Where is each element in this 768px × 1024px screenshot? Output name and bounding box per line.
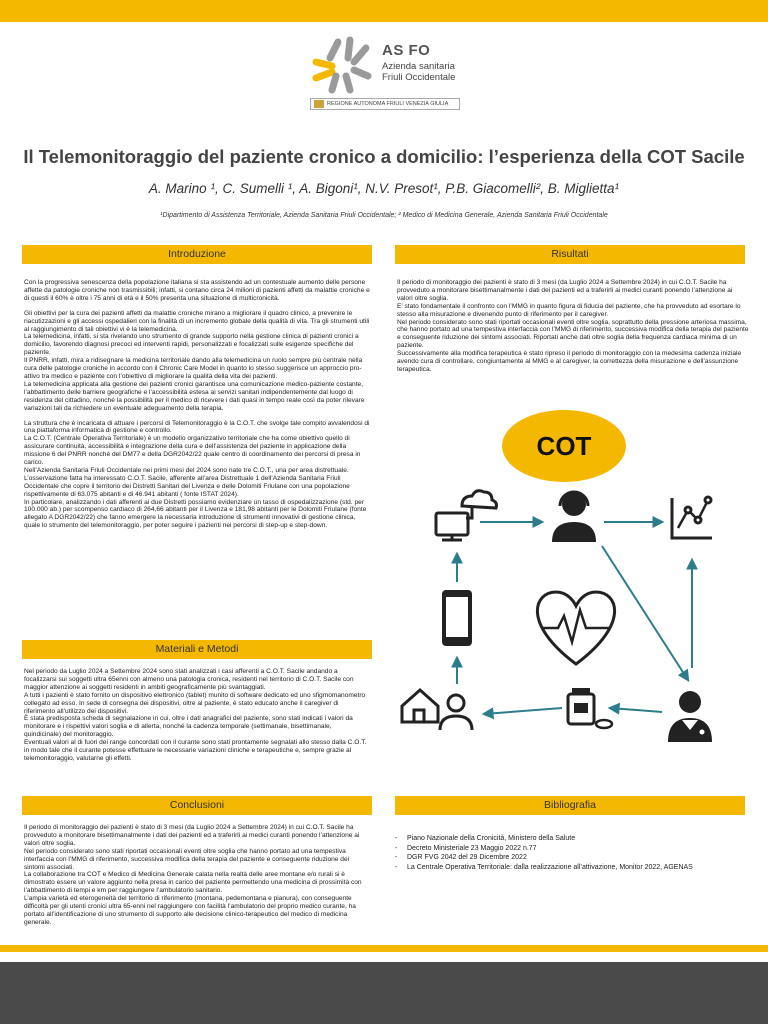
arrow-icon (484, 708, 562, 714)
conclusioni-paragraph: L’ampia varietà ed eterogeneità del territorio di riferimento (montana, pedemontana e pianura), con conseguente difficoltà per gli utenti cronici ultra 65-enni nel raggiungere con facilità l’ambulatorio del proprio medico curante, ha portato all’identificazione di uno strumento di supporto alle decisione clinico-terapeutico del medico di medicina generale. (24, 895, 356, 926)
computer-cloud-icon (436, 491, 497, 540)
affiliations: ¹Dipartimento di Assistenza Territoriale, Azienda Sanitaria Friuli Occidentale; ² Medico di Medicina Generale, Azienda Sanitaria Friuli Occidentale (160, 212, 608, 219)
conclusioni-paragraph: Il periodo di monitoraggio dei pazienti è stato di 3 mesi (da Luglio 2024 a Settembre 2024) in cui C.O.T. Sacile ha provveduto a monitorare bisettimanalmente i dati dei pazienti ed a traferirli ai medici curanti ponendo l’attenzione ai valori oltre soglia. (24, 824, 360, 847)
cot-telemonitoring-diagram (392, 396, 752, 786)
intro-paragraph: La telemedicina, infatti, si sta rivelando uno strumento di grande supporto nella gestione clinica di pazienti cronici a domicilio, favorendo diagnosi precoci ed interventi rapidi, personalizzati e focalizzati sulle esigenze specifiche del paziente. (24, 333, 359, 357)
home-patient-icon (402, 690, 472, 730)
logo-subtitle (382, 61, 455, 83)
asfo-logo-mark-icon (308, 36, 376, 94)
footer-band (0, 962, 768, 1024)
conclusioni-paragraph: Nel periodo considerato sono stati riportati occasionali eventi oltre soglia che hanno portato ad una tempestiva interfaccia con l’MMG di riferimento, successiva modifica della terapia del paziente e conseguente riduzione dei sintomi associati. (24, 847, 350, 871)
poster-title: Il Telemonitoraggio del paziente cronico a domicilio: l’esperienza della COT Sacile (23, 146, 745, 167)
medication-icon (568, 688, 612, 728)
asfo-logo (308, 36, 468, 112)
intro-paragraph: La struttura che è incaricata di attuare i percorsi di Telemonitoraggio è la C.O.T. che svolge tale compito avvalendosi di una piattaforma informatica di gestione e controllo. (24, 419, 370, 435)
bottom-accent-bar (0, 945, 768, 952)
logo-subtitle-line1: Azienda sanitaria (382, 61, 455, 72)
risultati-paragraph: Il periodo di monitoraggio dei pazienti è stato di 3 mesi (da Luglio 2024 a Settembre 2024) in cui C.O.T. Sacile ha provveduto a monitorare bisettimanalmente i dati dei pazienti ed a traferirli ai medici curanti ponendo l’attenzione ai valori oltre soglia. (397, 279, 733, 302)
intro-paragraph: Con la progressiva senescenza della popolazione italiana si sta assistendo ad un contestuale aumento delle persone affette da patologie croniche non trasmissibili; infatti, si contano circa 24 milioni di pazienti affetti da malattie croniche e di questi il 60% è oltre i 75 anni di età e il 50% presenta una situazione di multicronicità. (24, 279, 370, 302)
section-heading-risultati: Risultati (395, 245, 745, 264)
section-heading-conclusioni: Conclusioni (22, 796, 372, 815)
intro-paragraph: Gli obiettivi per la cura dei pazienti affetti da malattie croniche mirano a migliorare il quadro clinico, a prevenire le riacutizzazioni e gli accessi ospedalieri con la finalità di un incremento globale della qualità di vita. Tra gli strumenti utili al raggiungimento di tali obiettivi vi è la telemedicina. (24, 309, 370, 333)
line-chart-icon (672, 497, 712, 538)
materiali-text (24, 668, 370, 763)
bibliography-item: - DGR FVG 2042 del 29 Dicembre 2022 (393, 853, 753, 863)
intro-paragraph: Il PNRR, infatti, mira a ridisegnare la medicina territoriale dando alla telemedicina un ruolo sempre più centrale nella cura delle patologie croniche in accordo con il Chronic Care Model in quanto lo stesso suggerisce un approccio pro-attivo tra medico e paziente con l’obiettivo di migliorare la qualità della vita dei pazienti. (24, 357, 363, 380)
risultati-paragraph: Successivamente alla modifica terapeutica è stato ripreso il periodo di monitoraggio con la medesima cadenza iniziale avendo cura di controllare, congiuntamente al MMG e al caregiver, la correttezza della misurazione e dell’assunzione terapeutica. (397, 350, 742, 373)
cot-center-badge: COT (502, 410, 626, 482)
bibliography-item: - Decreto Ministeriale 23 Maggio 2022 n.77 (393, 844, 753, 854)
conclusioni-text (24, 824, 370, 927)
bibliography-item: - Piano Nazionale della Cronicità, Ministero della Salute (393, 834, 753, 844)
region-label: REGIONE AUTONOMA FRIULI VENEZIA GIULIA (327, 101, 449, 107)
materiali-paragraph: A tutti i pazienti è stato fornito un dispositivo elettronico (tablet) munito di software dedicato ed uno sfigmomanometro collegato ad esso. In sede di consegna dei dispositivi, oltre al paziente, è stato educato anche il caregiver di riferimento all’utilizzo dei dispositivi. (24, 691, 366, 715)
section-heading-bibliografia: Bibliografia (395, 796, 745, 815)
region-banner (310, 98, 460, 110)
section-heading-materiali: Materiali e Metodi (22, 640, 372, 659)
intro-paragraph: L’osservazione fatta ha interessato C.O.T. Sacile, afferente all’area Distrettuale 1 dell’Azienda Sanitaria Friuli Occidentale che copre il territorio dei Distretti Sanitari del Livenza e delle Dolomiti Friulane con una popolazione rispettivamente di 63.075 abitanti e di 46.941 abitanti ( fonte ISTAT 2024). (24, 474, 350, 498)
intro-paragraph: Nell’Azienda Sanitaria Friuli Occidentale nei primi mesi del 2024 sono nate tre C.O.T., una per area distrettuale. (24, 466, 349, 474)
materiali-paragraph: È stata predisposta scheda di segnalazione in cui, oltre i dati anagrafici del paziente, sono stati indicati i valori da monitorare e i rispettivi valori soglia e di allerta, nonché la cadenza temporale (settimanale, bisettimanale, quindicinale) del monitoraggio. (24, 715, 353, 739)
intro-paragraph: La C.O.T. (Centrale Operativa Territoriale) è un modello organizzativo territoriale che ha come obiettivo quello di assicurare continuità, accessibilità e integrazione della cura e dell’assistenza del paziente in applicazione della missione 6 del PNRR nonché del DM77 e della DGR2042/22 quale centro di coordinamento dei percorsi di presa in carico. (24, 435, 361, 467)
doctor-icon (668, 691, 712, 742)
risultati-text (397, 279, 749, 374)
materiali-paragraph: Eventuali valori al di fuori dei range concordati con il curante sono stati prontamente segnalati allo stesso dalla C.O.T. in modo tale che il curante potesse effettuare le necessarie variazioni cliniche e terapeutiche e, sempre grazie al telemonitoraggio, valutarne gli effetti. (24, 739, 367, 762)
intro-paragraph: In particolare, analizzando i dati afferenti ai due Distretti possiamo evidenziare un tasso di ospedalizzazione (std. per 100.000 ab.) per scompenso cardiaco di 264,66 abitanti per il Livenza e 181,98 abitanti per le Dolomiti Friulane (fonte allegato A DGR2042/22) che fanno emergere la necessaria introduzione di strumenti innovativi di gestione clinica, quale lo strumento del telemonitoraggio, per poter seguire i pazienti nei percorsi di step-up e step-down. (24, 498, 367, 530)
operator-headset-icon (552, 492, 596, 542)
intro-paragraph: La telemedicina applicata alla gestione dei pazienti cronici garantisce una comunicazione medico-paziente costante, l’abbattimento delle barriere geografiche e l’accessibilità estesa ai servizi sanitari indipendentemente dal luogo di residenza del cittadino, nonché la possibilità per il medico di ricevere i dati quasi in tempo reale così da poter rilevare variazioni tali da richiedere un eventuale adeguamento della terapia. (24, 380, 365, 412)
logo-name: AS FO (382, 42, 431, 59)
smartphone-icon (442, 590, 472, 646)
materiali-paragraph: Nel periodo da Luglio 2024 a Settembre 2024 sono stati analizzati i casi afferenti a C.O.T. Sacile andando a focalizzarsi sui soggetti ultra 65enni con almeno una patologia cronica, residenti nel territorio di C.O.T. Sacile con maggior attenzione ai soggetti residenti in ambiti geograficamente più svantaggiati. (24, 668, 354, 691)
diagram-graphics (392, 396, 752, 786)
risultati-paragraph: E’ stato fondamentale il confronto con l’MMG in quanto figura di fiducia del paziente, che ha provveduto ad esortare lo stesso alla misurazione e divenendo punto di riferimento per il caregiver. (397, 302, 741, 318)
flow-arrows (457, 522, 692, 714)
region-flag-icon (314, 100, 324, 108)
logo-subtitle-line2: Friuli Occidentale (382, 72, 456, 83)
authors: A. Marino ¹, C. Sumelli ¹, A. Bigoni¹, N.V. Presot¹, P.B. Giacomelli², B. Miglietta¹ (148, 181, 620, 196)
bibliography-list (393, 834, 753, 872)
heart-pulse-icon (537, 592, 614, 664)
top-accent-bar (0, 0, 768, 22)
bibliography-item: - La Centrale Operativa Territoriale: dalla realizzazione all’attivazione, Monitor 2022, AGENAS (393, 863, 753, 873)
arrow-icon (610, 708, 662, 712)
section-heading-introduzione: Introduzione (22, 245, 372, 264)
risultati-paragraph: Nel periodo considerato sono stati riportati occasionali eventi oltre soglia, soprattutto della pressione arteriosa massima, che hanno portato ad una tempestiva interfaccia con l’MMG di riferimento, successiva modifica della terapia del paziente e conseguente riduzione dei sintomi associati. Riportati anche dati oltre soglia della frequenza cardiaca minima di un paziente. (397, 318, 749, 350)
introduzione-text (24, 279, 370, 530)
conclusioni-paragraph: La collaborazione tra COT e Medico di Medicina Generale calata nella realtà delle aree montane e/o rurali si è dimostrato essere un valore aggiunto nella presa in carico del paziente permettendo una medicina di prossimità con l’abbattimento di tempi e km per raggiungere l’ambulatorio sanitario. (24, 871, 362, 895)
